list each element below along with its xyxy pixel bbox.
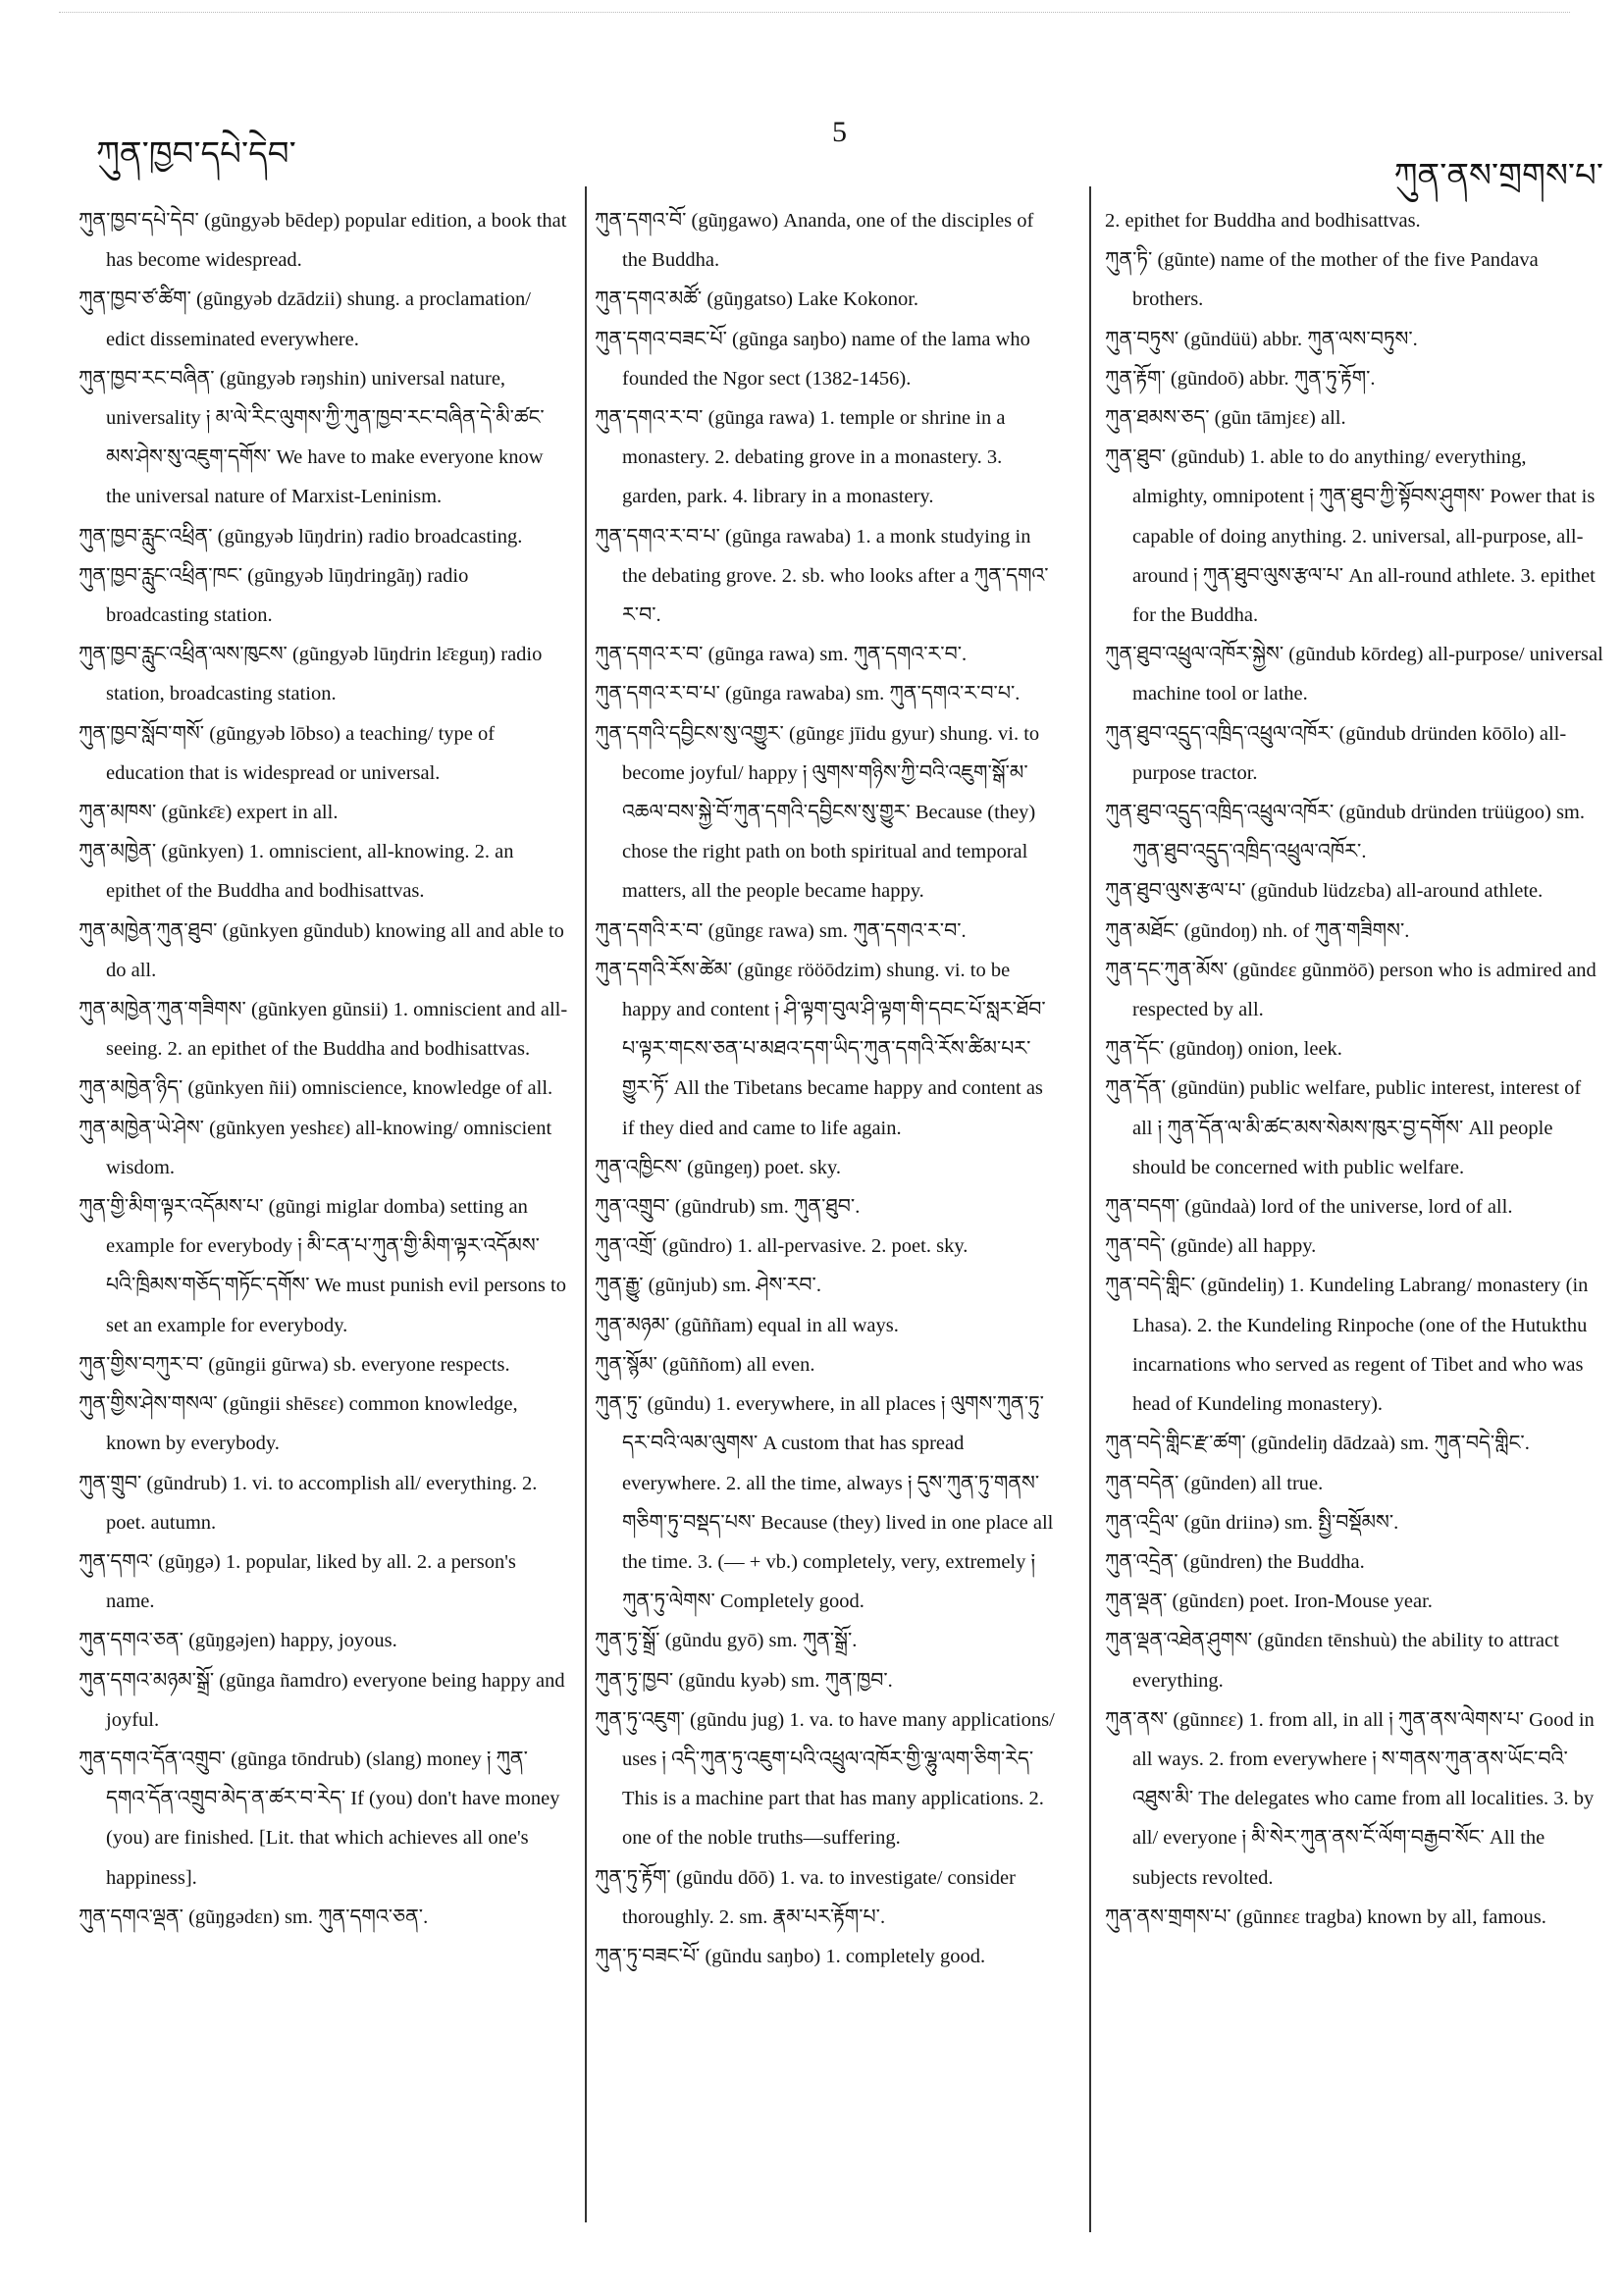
dictionary-entry: ཀུན་གྱིས་བཀུར་བ་ (gũngii gũrwa) sb. everyone respects. (79, 1353, 510, 1376)
dictionary-entry: ཀུན་མཁྱེན་ཀུན་ཐུབ་ (gũnkyen gũndub) knowing all and able to do all. (79, 919, 564, 981)
dictionary-entry: ཀུན་ཁྱབ་ཙ་ཚིག་ (gũngyəb dzādzii) shung. a proclamation/ edict disseminated everywhere. (79, 288, 531, 350)
dictionary-entry: ཀུན་དགའི་རོས་ཚེམ་ (gũngɛ rööōdzim) shung. vi. to be happy and content ༏ ཤི་ལྟག་བུལ་ཤི་ལྟག་གི་དབང་པོ་སླར་ཐོབ་པ་ལྟར་གངས་ཅན་པ་མཐའ་དག་ཡིད་ཀུན་དགའི་རོས་ཚིམ་པར་གྱུར་ཏོ་ All the Tibetans became happy and content as if they died and came to life again. (595, 959, 1046, 1139)
dictionary-entry: ཀུན་ཁྱབ་དཔེ་དེབ་ (gũngyəb bēdep) popular edition, a book that has become widespread. (79, 210, 567, 272)
running-head-left: ཀུན་ཁྱབ་དཔེ་དེབ་ (96, 136, 296, 173)
dictionary-entry: ཀུན་ཐུབ་འདྲུད་འཁྲིད་འཕྲུལ་འཁོར་ (gũndub dründen kōōlo) all-purpose tractor. (1105, 722, 1567, 784)
dictionary-entry: ཀུན་དོན་ (gũndün) public welfare, public interest, interest of all ༏ ཀུན་དོན་ལ་མི་ཚང་མས་སེམས་ཁུར་བྱ་དགོས་ All people should be concerned with public welfare. (1105, 1077, 1582, 1178)
dictionary-entry: ཀུན་བཏུས་ (gũndüü) abbr. ཀུན་ལས་བཏུས་. (1105, 328, 1418, 350)
dictionary-entry: ཀུན་འགྲུབ་ (gũndrub) sm. ཀུན་ཐུབ་. (595, 1196, 861, 1219)
dictionary-entry: ཀུན་འཁྱིངས་ (gũngeŋ) poet. sky. (595, 1156, 841, 1178)
column-divider (585, 186, 587, 2222)
dictionary-entry: ཀུན་མཁྱེན་ཀུན་གཟིགས་ (gũnkyen gũnsii) 1. omniscient and all-seeing. 2. an epithet of the Buddha and bodhisattvas. (79, 999, 568, 1061)
dictionary-entry: ཀུན་འདྲེན་ (gũndren) the Buddha. (1105, 1550, 1365, 1573)
dictionary-entry: ཀུན་ཏུ་ (gũndu) 1. everywhere, in all places ༏ ལུགས་ཀུན་ཏུ་དར་བའི་ལམ་ལུགས་ A custom that has spread everywhere. 2. all the time, always ༏ དུས་ཀུན་ཏུ་གནས་གཅིག་ཏུ་བསྡད་པས་ Because (they) lived in one place all the time. 3. (— + vb.) completely, very, extremely ༏ ཀུན་ཏུ་ལེགས་ Completely good. (595, 1393, 1054, 1613)
dictionary-entry: ཀུན་བདེན་ (gũnden) all true. (1105, 1472, 1324, 1494)
scan-edge-line (59, 12, 1570, 13)
dictionary-entry: ཀུན་དགའ་བོ་ (gũŋgawo) Ananda, one of the disciples of the Buddha. (595, 210, 1034, 272)
dictionary-entry: ཀུན་ཁྱབ་རླུང་འཕྲིན་ (gũngyəb lūŋdrin) radio broadcasting. (79, 525, 523, 548)
running-head-right: ཀུན་ནས་གྲགས་པ་ (1393, 158, 1603, 194)
dictionary-entry: ཀུན་དགའི་དབྱིངས་སུ་འགྱུར་ (gũngɛ jīidu gyur) shung. vi. to become joyful/ happy ༏ ལུགས་གཉིས་ཀྱི་བའི་འཇུག་སྒོ་མ་འཆལ་བས་སྐྱེ་བོ་ཀུན་དགའི་དབྱིངས་སུ་གྱུར་ Because (they) chose the right path on both spiritual and temporal matters, all the people became happy. (595, 722, 1040, 903)
dictionary-entry: ཀུན་ཁྱབ་སློབ་གསོ་ (gũngyəb lōbso) a teaching/ type of education that is widespread or universal. (79, 722, 496, 784)
dictionary-entry: ཀུན་མཉམ་ (gũññam) equal in all ways. (595, 1314, 899, 1336)
dictionary-entry: ཀུན་མཁྱེན་ཉིད་ (gũnkyen ñii) omniscience, knowledge of all. (79, 1077, 553, 1100)
dictionary-entry: ཀུན་དགའ་ར་བ་ (gũnga rawa) 1. temple or shrine in a monastery. 2. debating grove in a monastery. 3. garden, park. 4. library in a monastery. (595, 407, 1006, 508)
dictionary-entry: ཀུན་ཐུབ་ལུས་རྩལ་པ་ (gũndub lüdzɛba) all-around athlete. (1105, 880, 1544, 903)
dictionary-entry: ཀུན་གྲུབ་ (gũndrub) 1. vi. to accomplish all/ everything. 2. poet. autumn. (79, 1472, 538, 1534)
dictionary-entry: ཀུན་དང་ཀུན་མོས་ (gũndɛɛ gũnmöō) person who is admired and respected by all. (1105, 959, 1597, 1021)
dictionary-entry: ཀུན་སྙོམ་ (gũññom) all even. (595, 1353, 815, 1376)
dictionary-entry: ཀུན་དགའི་ར་བ་ (gũngɛ rawa) sm. ཀུན་དགའ་ར་བ་. (595, 919, 967, 942)
dictionary-entry: ཀུན་ཏུ་སྒྲོ་ (gũndu gyō) sm. ཀུན་སྒྲོ་. (595, 1630, 858, 1652)
dictionary-entry: ཀུན་བདེ་གླིང་ (gũndeliŋ) 1. Kundeling Labrang/ monastery (in Lhasa). 2. the Kundeling Rinpoche (one of the Hutukthu incarnations who served as regent of Tibet and who was head of Kundeling monastery). (1105, 1275, 1589, 1416)
dictionary-entry: ཀུན་བདེ་ (gũnde) all happy. (1105, 1235, 1317, 1258)
dictionary-entry: ཀུན་འགྲོ་ (gũndro) 1. all-pervasive. 2. poet. sky. (595, 1235, 969, 1258)
dictionary-entry: ཀུན་བདེ་གླིང་རྫ་ཚག་ (gũndeliŋ dādzaà) sm. ཀུན་བདེ་གླིང་. (1105, 1433, 1530, 1455)
dictionary-column-3 (1105, 201, 1605, 1937)
dictionary-entry: ཀུན་ཐུབ་འཕྲུལ་འཁོར་སྐྱེས་ (gũndub kōrdeg) all-purpose/ universal machine tool or lathe. (1105, 644, 1603, 705)
dictionary-entry: ཀུན་དགའ་མཉམ་སྒྲོ་ (gũnga ñamdro) everyone being happy and joyful. (79, 1669, 565, 1731)
dictionary-entry: 2. epithet for Buddha and bodhisattvas. (1105, 210, 1421, 232)
dictionary-entry: ཀུན་བདག་ (gũndaà) lord of the universe, lord of all. (1105, 1196, 1513, 1219)
dictionary-entry: ཀུན་མཁས་ (gũnkɛ̄ɛ) expert in all. (79, 802, 339, 824)
dictionary-entry: ཀུན་རྒྱུ་ (gũnjub) sm. ཤེས་རབ་. (595, 1275, 821, 1297)
dictionary-entry: ཀུན་མཐོང་ (gũndoŋ) nh. of ཀུན་གཟིགས་. (1105, 919, 1410, 942)
dictionary-entry: ཀུན་ཁྱབ་རླུང་འཕྲིན་ལས་ཁུངས་ (gũngyəb lūŋdrin lɛ̄ɛguŋ) radio station, broadcasting station. (79, 644, 543, 705)
dictionary-entry: ཀུན་མཁྱེན་ཡེ་ཤེས་ (gũnkyen yeshɛɛ) all-knowing/ omniscient wisdom. (79, 1117, 552, 1178)
dictionary-entry: ཀུན་དགའ་དོན་འགྲུབ་ (gũnga tōndrub) (slang) money ༏ ཀུན་དགའ་དོན་འགྲུབ་མེད་ན་ཚར་བ་རེད་ If (you) don't have money (you) are finished. [Lit. that which achieves all one's happiness]. (79, 1748, 560, 1889)
dictionary-entry: ཀུན་ཏི་ (gũnte) name of the mother of the five Pandava brothers. (1105, 249, 1539, 311)
dictionary-entry: ཀུན་གྱིས་ཤེས་གསལ་ (gũngii shēsɛɛ) common knowledge, known by everybody. (79, 1393, 518, 1455)
dictionary-entry: ཀུན་རྟོག་ (gũndoō) abbr. ཀུན་ཏུ་རྟོག་. (1105, 367, 1376, 390)
dictionary-entry: ཀུན་དགའ་བཟང་པོ་ (gũnga saŋbo) name of the lama who founded the Ngor sect (1382-1456). (595, 328, 1030, 390)
dictionary-entry: ཀུན་ཐུབ་ (gũndub) 1. able to do anything/ everything, almighty, omnipotent ༏ ཀུན་ཐུབ་ཀྱི་སྟོབས་ཤུགས་ Power that is capable of doing anything. 2. universal, all-purpose, all-around ༏ ཀུན་ཐུབ་ལུས་རྩལ་པ་ An all-round athlete. 3. epithet for the Buddha. (1105, 446, 1596, 627)
dictionary-entry: ཀུན་དགའ་མཚོ་ (gũŋgatso) Lake Kokonor. (595, 288, 919, 311)
dictionary-entry: ཀུན་ཁྱབ་རང་བཞིན་ (gũngyəb rəŋshin) universal nature, universality ༏ མ་ལེ་རིང་ལུགས་ཀྱི་ཀུན་ཁྱབ་རང་བཞིན་དེ་མི་ཚང་མས་ཤེས་སུ་འཇུག་དགོས་ We have to make everyone know the universal nature of Marxist-Leninism. (79, 367, 545, 508)
dictionary-entry: ཀུན་ལྡན་ (gũndɛn) poet. Iron-Mouse year. (1105, 1591, 1433, 1613)
dictionary-column-1 (79, 201, 569, 1937)
dictionary-entry: ཀུན་ཐམས་ཅད་ (gũn tāmjɛɛ) all. (1105, 407, 1346, 430)
dictionary-column-2 (595, 201, 1060, 1976)
dictionary-entry: ཀུན་འདྲིལ་ (gũn driinə) sm. སྤྱི་བསྡོམས་. (1105, 1511, 1399, 1534)
dictionary-entry: ཀུན་དགའ་ལྡན་ (gũŋgədɛn) sm. ཀུན་དགའ་ཅན་. (79, 1905, 429, 1928)
page-number: 5 (832, 116, 847, 148)
dictionary-entry: ཀུན་ནས་གྲགས་པ་ (gũnnɛɛ tragba) known by all, famous. (1105, 1905, 1546, 1928)
dictionary-entry: ཀུན་ཏུ་འཇུག་ (gũndu jug) 1. va. to have many applications/ uses ༏ འདི་ཀུན་ཏུ་འཇུག་པའི་འཕྲུལ་འཁོར་གྱི་ལྷུ་ལག་ཅིག་རེད་ This is a machine part that has many applications. 2. one of the noble truths—suffering. (595, 1708, 1055, 1850)
dictionary-entry: ཀུན་གྱི་མིག་ལྟར་འདོམས་པ་ (gũngi miglar domba) setting an example for everybody ༏ མི་ངན་པ་ཀུན་གྱི་མིག་ལྟར་འདོམས་པའི་ཁྲིམས་གཅོད་གཏོང་དགོས་ We must punish evil persons to set an example for everybody. (79, 1196, 566, 1336)
dictionary-entry: ཀུན་དགའ་ར་བ་པ་ (gũnga rawaba) 1. a monk studying in the debating grove. 2. sb. who looks after a ཀུན་དགའ་ར་བ་. (595, 525, 1049, 627)
dictionary-entry: ཀུན་དགའ་ར་བ་པ་ (gũnga rawaba) sm. ཀུན་དགའ་ར་བ་པ་. (595, 683, 1021, 705)
dictionary-entry: ཀུན་ཁྱབ་རླུང་འཕྲིན་ཁང་ (gũngyəb lūŋdringãŋ) radio broadcasting station. (79, 564, 469, 627)
dictionary-entry: ཀུན་དོང་ (gũndoŋ) onion, leek. (1105, 1038, 1342, 1061)
dictionary-entry: ཀུན་ཐུབ་འདྲུད་འཁྲིད་འཕྲུལ་འཁོར་ (gũndub dründen trüügoo) sm. ཀུན་ཐུབ་འདྲུད་འཁྲིད་འཕྲུལ་འཁོར་. (1105, 802, 1586, 863)
dictionary-entry: ཀུན་ཏུ་བཟང་པོ་ (gũndu saŋbo) 1. completely good. (595, 1945, 986, 1967)
dictionary-entry: ཀུན་དགའ་ར་བ་ (gũnga rawa) sm. ཀུན་དགའ་ར་བ་. (595, 644, 968, 666)
dictionary-entry: ཀུན་དགའ་ཅན་ (gũŋgəjen) happy, joyous. (79, 1630, 397, 1652)
column-divider (1089, 186, 1091, 2232)
dictionary-entry: ཀུན་དགའ་ (gũŋgə) 1. popular, liked by all. 2. a person's name. (79, 1550, 516, 1613)
dictionary-entry: ཀུན་མཁྱེན་ (gũnkyen) 1. omniscient, all-knowing. 2. an epithet of the Buddha and bodhisattvas. (79, 841, 514, 903)
dictionary-entry: ཀུན་ལྡན་འཐེན་ཤུགས་ (gũndɛn tēnshuù) the ability to attract everything. (1105, 1630, 1559, 1692)
dictionary-entry: ཀུན་ཏུ་རྟོག་ (gũndu dōō) 1. va. to investigate/ consider thoroughly. 2. sm. རྣམ་པར་རྟོག་པ་. (595, 1866, 1016, 1928)
dictionary-entry: ཀུན་ནས་ (gũnnɛɛ) 1. from all, in all ༏ ཀུན་ནས་ལེགས་པ་ Good in all ways. 2. from everywhere ༏ ས་གནས་ཀུན་ནས་ཡོང་བའི་འཐུས་མི་ The delegates who came from all localities. 3. by all/ everyone ༏ མི་སེར་ཀུན་ནས་ངོ་ལོག་བརྒྱབ་སོང་ All the subjects revolted. (1105, 1708, 1595, 1889)
dictionary-entry: ཀུན་ཏུ་ཁྱབ་ (gũndu kyəb) sm. ཀུན་ཁྱབ་. (595, 1669, 893, 1692)
